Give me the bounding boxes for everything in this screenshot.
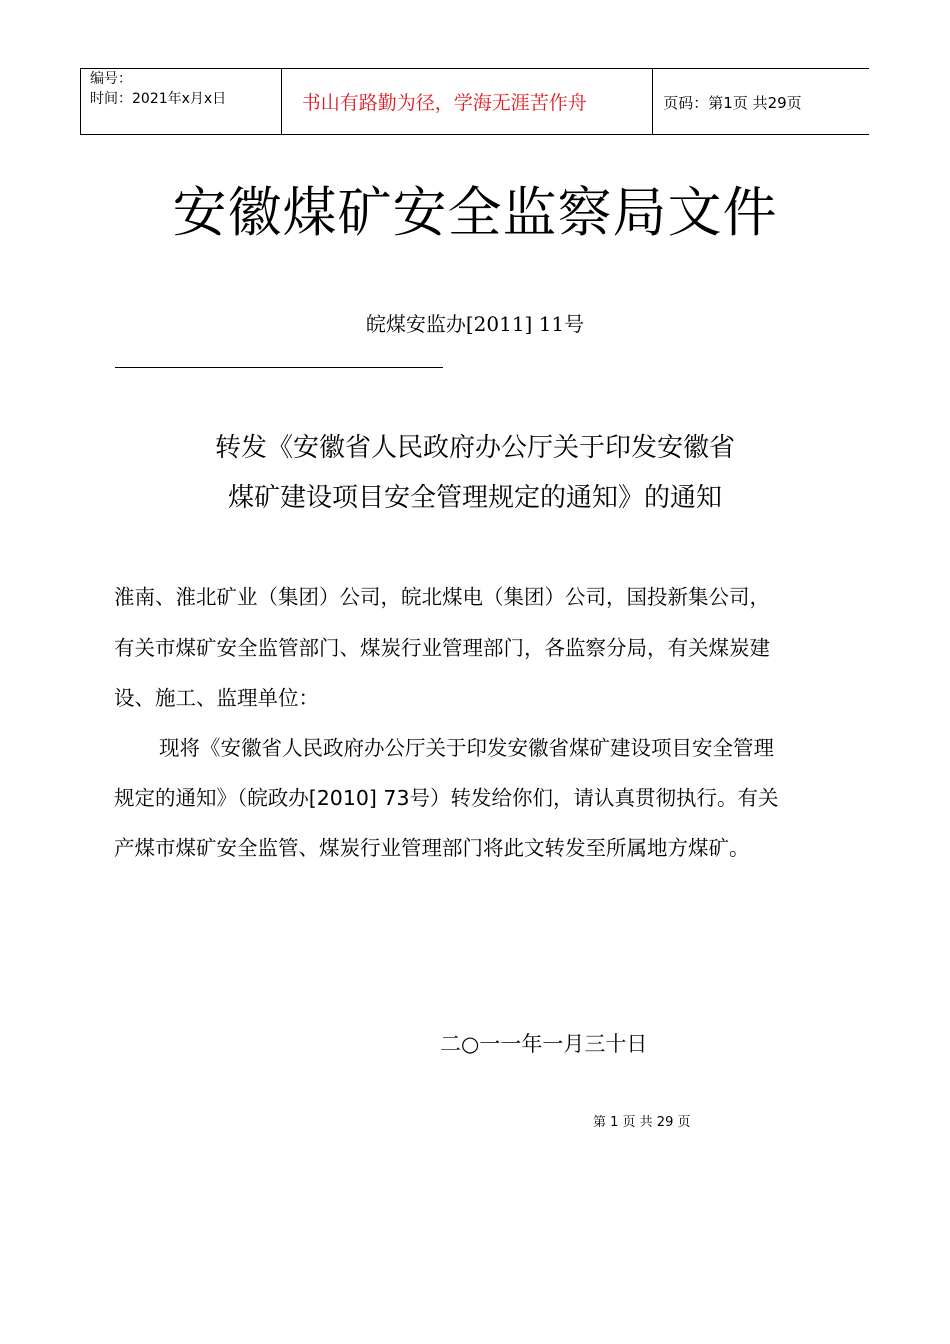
document-time-label: 时间：2021年x月x日 [90, 91, 227, 107]
motto-text: 书山有路勤为径，学海无涯苦作舟 [301, 92, 587, 114]
body-line-5: 规定的通知》（皖政办[2010] 73号）转发给你们，请认真贯彻执行。有关 [114, 786, 779, 810]
subject-line-2: 煤矿建设项目安全管理规定的通知》的通知 [227, 483, 722, 513]
document-reference-number: 皖煤安监办[2011] 11号 [365, 312, 585, 336]
header-page-info: 页码：第1页 共29页 [663, 94, 802, 112]
page-footer: 第 1 页 共 29 页 [593, 1115, 691, 1130]
body-line-1: 淮南、淮北矿业（集团）公司，皖北煤电（集团）公司，国投新集公司， [114, 585, 770, 609]
header-meta-cell [81, 69, 282, 134]
body-line-4: 现将《安徽省人民政府办公厅关于印发安徽省煤矿建设项目安全管理 [159, 736, 774, 760]
document-title: 安徽煤矿安全监察局文件 [172, 181, 778, 244]
body-line-3: 设、施工、监理单位： [114, 686, 319, 710]
body-line-2: 有关市煤矿安全监管部门、煤炭行业管理部门，各监察分局，有关煤炭建 [114, 636, 770, 660]
issue-date: 二○一一年一月三十日 [440, 1032, 648, 1056]
divider-line [115, 367, 443, 368]
body-line-6: 产煤市煤矿安全监管、煤炭行业管理部门将此文转发至所属地方煤矿。 [114, 836, 750, 860]
header-motto-cell [282, 69, 654, 134]
header-table [80, 68, 869, 135]
document-number-label: 编号： [90, 71, 132, 87]
subject-line-1: 转发《安徽省人民政府办公厅关于印发安徽省 [214, 433, 735, 463]
header-page-cell [653, 69, 869, 134]
